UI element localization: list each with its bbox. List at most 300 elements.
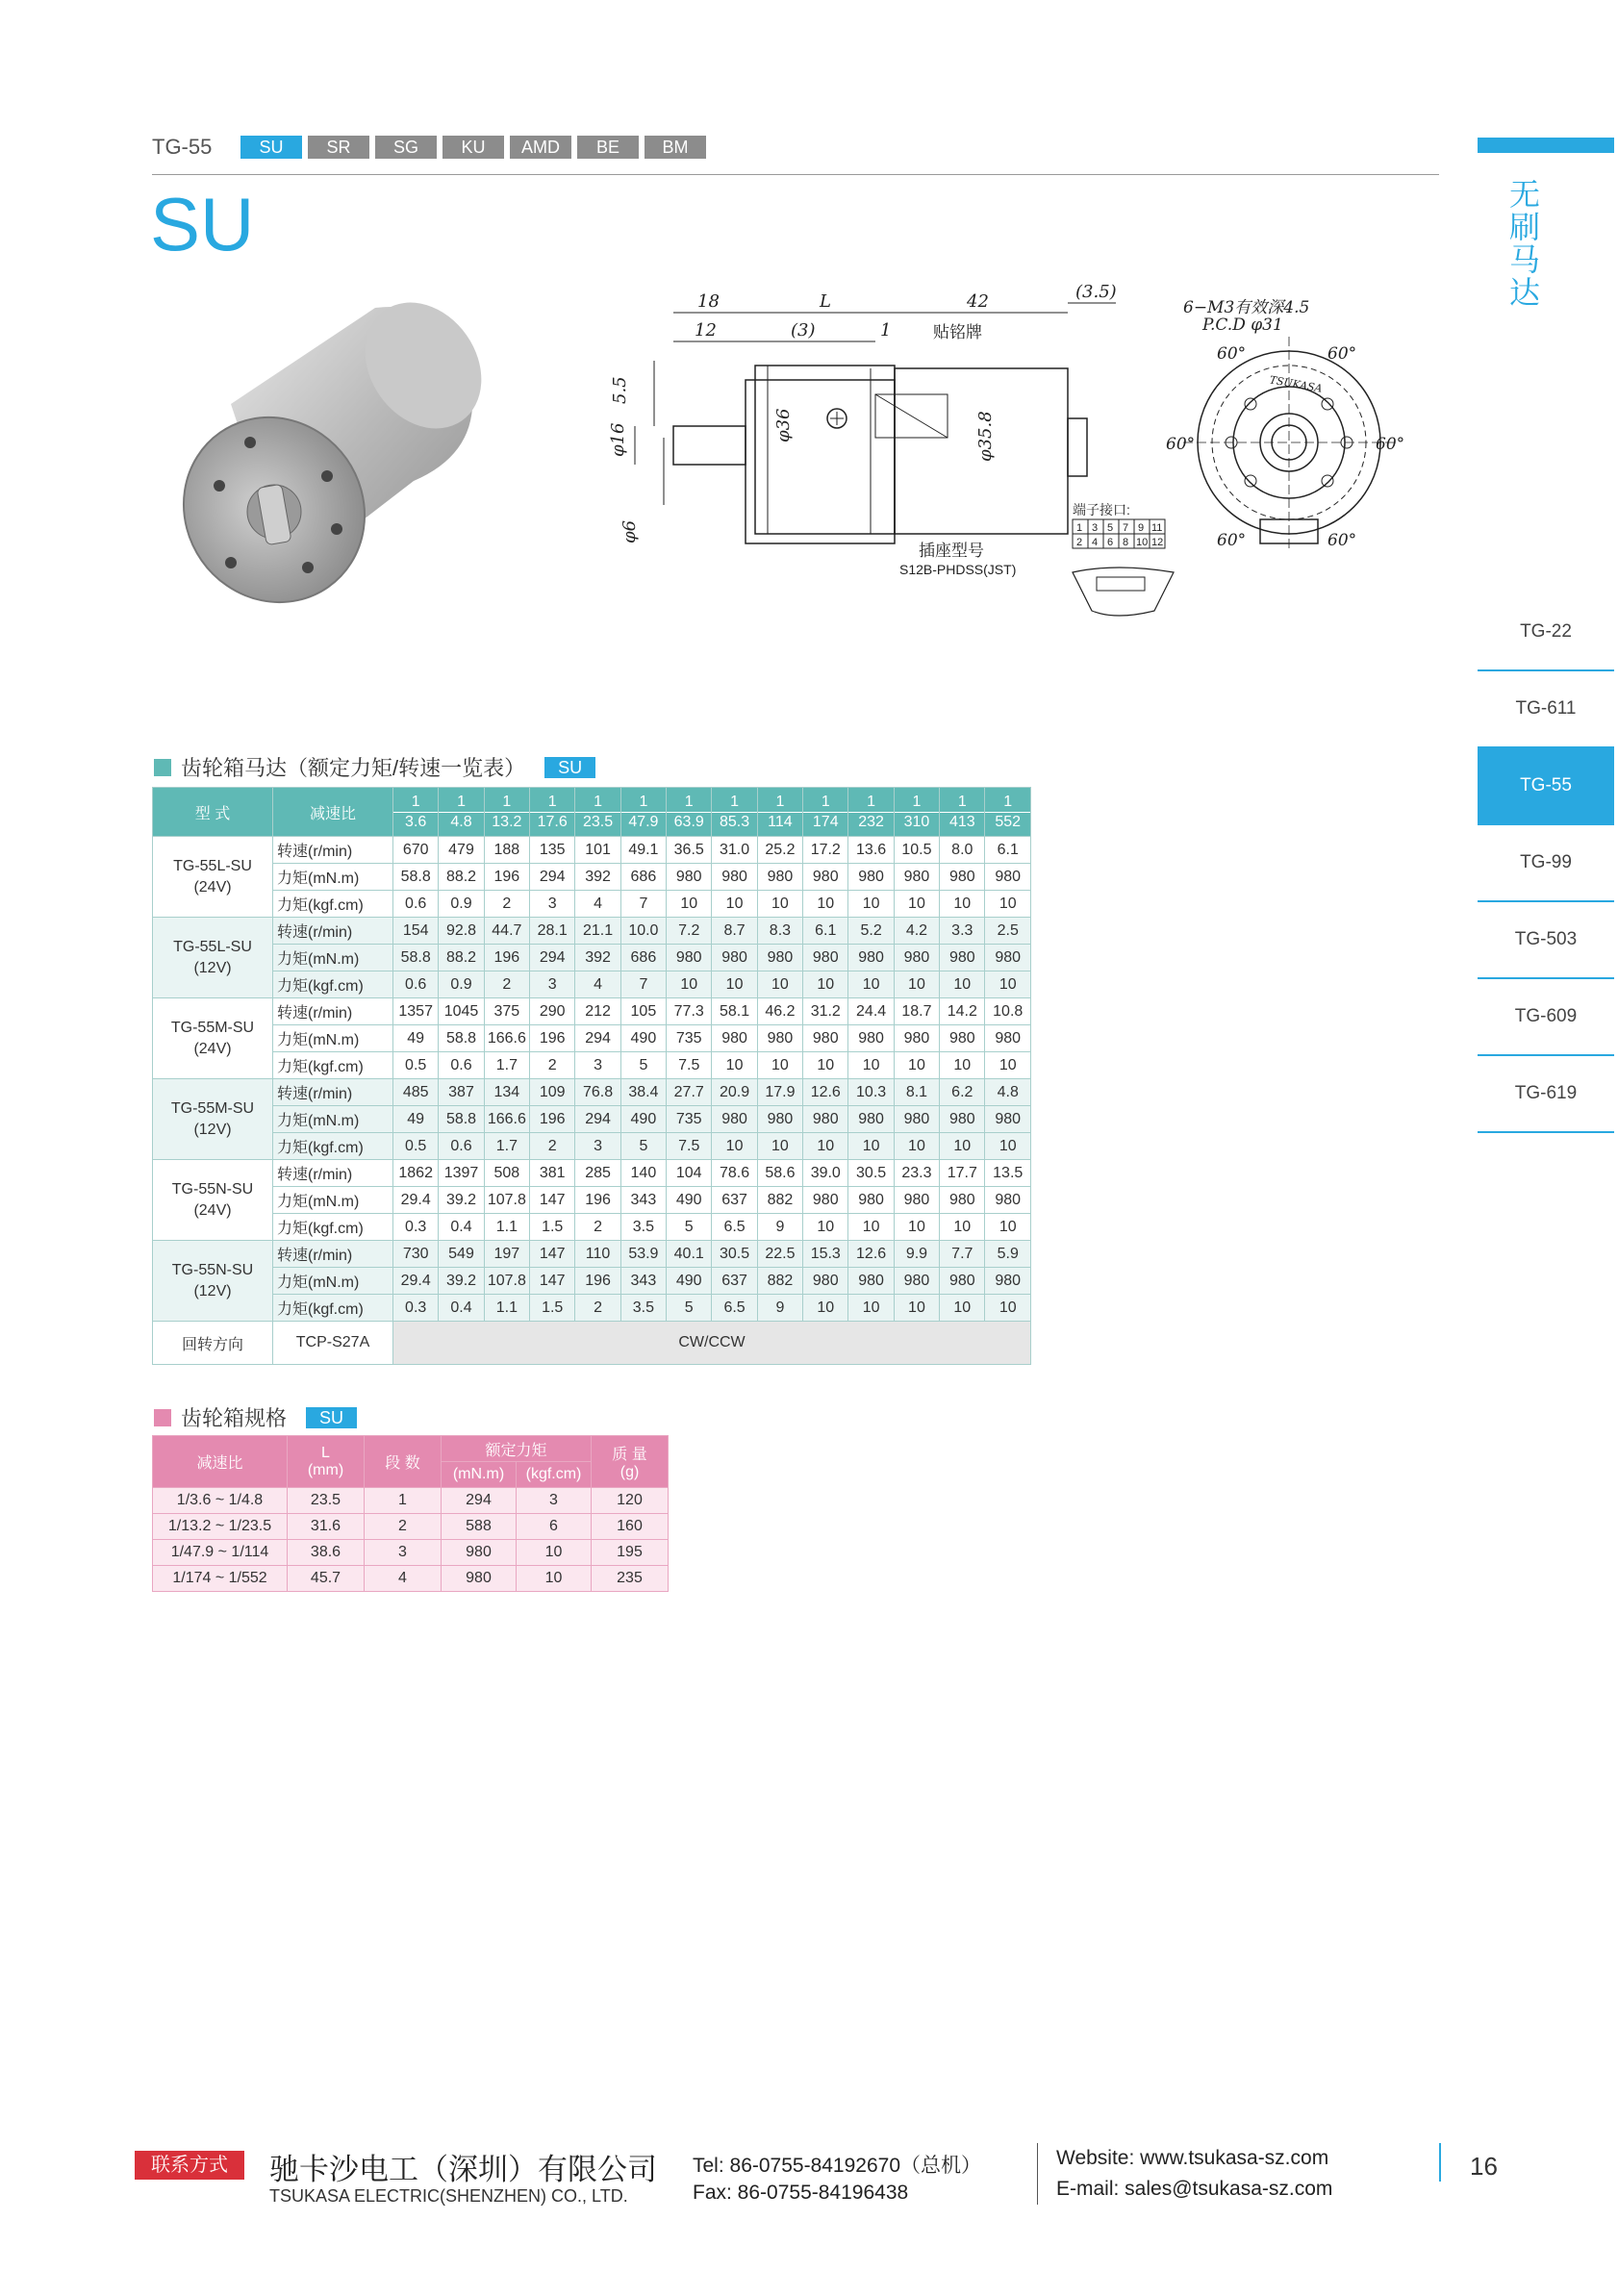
- table-row: [153, 945, 1031, 971]
- table-cell: 980: [940, 1025, 985, 1052]
- row-label: 力矩(mN.m): [273, 1187, 393, 1214]
- nav-item-tg-22[interactable]: TG-22: [1478, 594, 1614, 671]
- row-label: 力矩(mN.m): [273, 1268, 393, 1295]
- dim-3-5: (3.5): [1075, 284, 1117, 302]
- table-cell: 147: [530, 1241, 575, 1268]
- table-cell: 10: [940, 971, 985, 998]
- table-cell: 4.2: [894, 918, 939, 945]
- h-stages: 段 数: [365, 1436, 442, 1488]
- table-cell: 392: [575, 864, 620, 891]
- table-cell: 10: [803, 1214, 848, 1241]
- table-cell: 980: [848, 1268, 894, 1295]
- table-cell: 134: [484, 1079, 529, 1106]
- page-divider: [1439, 2143, 1441, 2182]
- ratio-header: 1 4.8: [439, 788, 484, 837]
- table-cell: 7.7: [940, 1241, 985, 1268]
- table-cell: 196: [575, 1187, 620, 1214]
- email-link[interactable]: E-mail: sales@tsukasa-sz.com: [1056, 2178, 1333, 2200]
- svg-text:8: 8: [1123, 537, 1129, 548]
- table-cell: 980: [803, 945, 848, 971]
- col-model-header: 型 式: [153, 788, 273, 837]
- svg-text:60°: 60°: [1327, 344, 1357, 364]
- table-cell: 375: [484, 998, 529, 1025]
- table-cell: 2.5: [985, 918, 1031, 945]
- table-cell: 735: [667, 1106, 712, 1133]
- table-cell: 7.5: [667, 1133, 712, 1160]
- table-cell: 980: [940, 1268, 985, 1295]
- table-cell: 7: [620, 891, 666, 918]
- table-cell: 980: [848, 945, 894, 971]
- table-cell: 46.2: [757, 998, 802, 1025]
- table-cell: 1397: [439, 1160, 484, 1187]
- model-name: TG-55N-SU (12V): [153, 1241, 273, 1322]
- table-cell: 10: [667, 891, 712, 918]
- table-cell: 9: [757, 1295, 802, 1322]
- gearbox-section-header: [154, 1402, 357, 1432]
- row-label: 转速(r/min): [273, 1241, 393, 1268]
- table-cell: 8.1: [894, 1079, 939, 1106]
- table-cell: 3: [575, 1133, 620, 1160]
- nav-item-tg-619[interactable]: TG-619: [1478, 1056, 1614, 1133]
- svg-text:60°: 60°: [1217, 531, 1247, 550]
- svg-text:11: 11: [1151, 522, 1163, 534]
- tel: Tel: 86-0755-84192670（总机）: [693, 2155, 982, 2177]
- ratio-header: 1 413: [940, 788, 985, 837]
- row-label: 力矩(kgf.cm): [273, 1133, 393, 1160]
- row-label: 力矩(mN.m): [273, 945, 393, 971]
- ratio-header: 1 13.2: [484, 788, 529, 837]
- table-cell: 980: [894, 945, 939, 971]
- nav-item-tg-99[interactable]: TG-99: [1478, 825, 1614, 902]
- table-cell: 28.1: [530, 918, 575, 945]
- row-label: 力矩(mN.m): [273, 1025, 393, 1052]
- tab-amd[interactable]: AMD: [510, 136, 571, 159]
- table-cell: 8.7: [712, 918, 757, 945]
- table-cell: 197: [484, 1241, 529, 1268]
- table-row: [153, 1106, 1031, 1133]
- table-cell: 0.5: [393, 1133, 439, 1160]
- table-cell: 13.6: [848, 837, 894, 864]
- table-cell: 6.1: [985, 837, 1031, 864]
- table-cell: 10: [894, 1295, 939, 1322]
- table-cell: 110: [575, 1241, 620, 1268]
- table-cell: 4: [575, 891, 620, 918]
- table-cell: 1.5: [530, 1295, 575, 1322]
- table-cell: 490: [620, 1106, 666, 1133]
- table-cell: 980: [940, 945, 985, 971]
- table-cell: 387: [439, 1079, 484, 1106]
- table-cell: 980: [803, 1187, 848, 1214]
- table-cell: 14.2: [940, 998, 985, 1025]
- table-cell: 25.2: [757, 837, 802, 864]
- row-label: 力矩(mN.m): [273, 1106, 393, 1133]
- table-cell: 290: [530, 998, 575, 1025]
- table-cell: 392: [575, 945, 620, 971]
- table-cell: 980: [757, 864, 802, 891]
- table-cell: 8.3: [757, 918, 802, 945]
- table-cell: 980: [940, 864, 985, 891]
- table-row: [153, 918, 1031, 945]
- gearbox-section-title: 齿轮箱规格: [181, 1406, 288, 1430]
- table-cell: 10: [985, 1133, 1031, 1160]
- table-cell: 381: [530, 1160, 575, 1187]
- svg-text:9: 9: [1138, 522, 1145, 534]
- table-cell: 2: [530, 1133, 575, 1160]
- table-cell: 735: [667, 1025, 712, 1052]
- table-cell: 2: [575, 1214, 620, 1241]
- table-row: [153, 891, 1031, 918]
- table-cell: 980: [985, 1268, 1031, 1295]
- svg-text:60°: 60°: [1217, 344, 1247, 364]
- table-cell: 5.2: [848, 918, 894, 945]
- table-cell: 980: [985, 1106, 1031, 1133]
- nameplate-label: 贴铭牌: [933, 323, 982, 341]
- dim-18: 18: [697, 291, 720, 312]
- motor-photo: [173, 289, 491, 606]
- table-cell: 980: [712, 1025, 757, 1052]
- table-cell: 13.5: [985, 1160, 1031, 1187]
- rotation-row: [153, 1322, 1031, 1365]
- table-cell: 22.5: [757, 1241, 802, 1268]
- company-name-en: TSUKASA ELECTRIC(SHENZHEN) CO., LTD.: [269, 2186, 628, 2206]
- ratio-header: 1 310: [894, 788, 939, 837]
- table-cell: 196: [575, 1268, 620, 1295]
- table-cell: 670: [393, 837, 439, 864]
- gearmotor-section-header: [154, 752, 595, 782]
- table-cell: 49.1: [620, 837, 666, 864]
- table-cell: 30.5: [712, 1241, 757, 1268]
- table-row: [153, 971, 1031, 998]
- table-cell: 17.2: [803, 837, 848, 864]
- table-cell: 1357: [393, 998, 439, 1025]
- row-label: 力矩(mN.m): [273, 864, 393, 891]
- dim-5-5: 5.5: [610, 376, 630, 404]
- table-cell: 36.5: [667, 837, 712, 864]
- section-square-icon: [154, 1409, 171, 1426]
- table-cell: 343: [620, 1268, 666, 1295]
- table-cell: 53.9: [620, 1241, 666, 1268]
- variant-tabs: [240, 136, 706, 159]
- rotation-value: CW/CCW: [393, 1322, 1031, 1365]
- table-cell: 3: [530, 891, 575, 918]
- table-cell: 5: [620, 1133, 666, 1160]
- table-cell: 5: [620, 1052, 666, 1079]
- nav-item-tg-609[interactable]: TG-609: [1478, 979, 1614, 1056]
- table-cell: 637: [712, 1268, 757, 1295]
- table-cell: 980: [985, 1025, 1031, 1052]
- table-cell: 1.7: [484, 1133, 529, 1160]
- svg-text:4: 4: [1092, 537, 1099, 548]
- nav-item-tg-55[interactable]: TG-55: [1478, 748, 1614, 825]
- table-cell: 10: [985, 1052, 1031, 1079]
- table-cell: 0.4: [439, 1295, 484, 1322]
- table-cell: 10.8: [985, 998, 1031, 1025]
- table-cell: 92.8: [439, 918, 484, 945]
- table-cell: 0.6: [393, 971, 439, 998]
- svg-text:12: 12: [1151, 537, 1164, 548]
- tab-ku[interactable]: KU: [442, 136, 504, 159]
- table-row: [153, 1160, 1031, 1187]
- table-cell: 980: [894, 1106, 939, 1133]
- table-cell: 7: [620, 971, 666, 998]
- table-cell: 5.9: [985, 1241, 1031, 1268]
- table-cell: 294: [575, 1106, 620, 1133]
- tab-sr[interactable]: SR: [308, 136, 369, 159]
- table-cell: 10: [894, 1133, 939, 1160]
- table-cell: 3: [530, 971, 575, 998]
- h-rated-torque: 额定力矩: [442, 1436, 592, 1462]
- dim-phi6: φ6: [619, 519, 640, 543]
- series-label: TG-55: [152, 135, 213, 159]
- table-cell: 980: [757, 1106, 802, 1133]
- table-cell: 104: [667, 1160, 712, 1187]
- dim-1: 1: [880, 320, 892, 341]
- table-cell: 9: [757, 1214, 802, 1241]
- table-cell: 15.3: [803, 1241, 848, 1268]
- table-cell: 17.9: [757, 1079, 802, 1106]
- table-cell: 0.6: [439, 1133, 484, 1160]
- table-cell: 8.0: [940, 837, 985, 864]
- table-cell: 10: [848, 891, 894, 918]
- table-cell: 10: [848, 971, 894, 998]
- table-cell: 980: [985, 864, 1031, 891]
- table-cell: 0.3: [393, 1295, 439, 1322]
- row-label: 力矩(kgf.cm): [273, 1295, 393, 1322]
- table-cell: 980: [894, 864, 939, 891]
- table-cell: 10: [940, 1133, 985, 1160]
- dim-pcd: P.C.D φ31: [1202, 315, 1283, 335]
- gearbox-spec-table: [152, 1435, 669, 1592]
- h-length: L (mm): [288, 1436, 365, 1488]
- table-cell: 24.4: [848, 998, 894, 1025]
- table-row: [153, 1295, 1031, 1322]
- table-cell: 58.8: [439, 1106, 484, 1133]
- row-label: 转速(r/min): [273, 998, 393, 1025]
- header-divider: [152, 174, 1439, 175]
- ratio-header: 1 17.6: [530, 788, 575, 837]
- table-cell: 1862: [393, 1160, 439, 1187]
- table-cell: 637: [712, 1187, 757, 1214]
- table-cell: 10: [757, 971, 802, 998]
- table-cell: 0.9: [439, 891, 484, 918]
- table-cell: 58.8: [393, 945, 439, 971]
- page-title: SU: [150, 182, 255, 266]
- table-cell: 9.9: [894, 1241, 939, 1268]
- tab-sg[interactable]: SG: [375, 136, 437, 159]
- table-cell: 2: [484, 971, 529, 998]
- website-link[interactable]: Website: www.tsukasa-sz.com: [1056, 2147, 1329, 2169]
- row-label: 力矩(kgf.cm): [273, 971, 393, 998]
- dim-42: 42: [967, 291, 989, 312]
- svg-text:1: 1: [1076, 522, 1083, 534]
- table-cell: 485: [393, 1079, 439, 1106]
- connector-model: S12B-PHDSS(JST): [899, 562, 1017, 577]
- table-cell: 294: [530, 864, 575, 891]
- table-cell: 980: [894, 1187, 939, 1214]
- ratio-header: 1 63.9: [667, 788, 712, 837]
- table-cell: 1.7: [484, 1052, 529, 1079]
- table-cell: 980: [803, 1106, 848, 1133]
- rotation-label: 回转方向: [153, 1322, 273, 1365]
- model-name: TG-55M-SU (12V): [153, 1079, 273, 1160]
- table-cell: 39.2: [439, 1268, 484, 1295]
- table-cell: 10.0: [620, 918, 666, 945]
- table-cell: 3: [575, 1052, 620, 1079]
- table-cell: 1045: [439, 998, 484, 1025]
- table-cell: 980: [757, 945, 802, 971]
- table-cell: 140: [620, 1160, 666, 1187]
- table-cell: 0.6: [393, 891, 439, 918]
- table-cell: 980: [848, 1025, 894, 1052]
- table-cell: 10: [940, 1214, 985, 1241]
- svg-text:60°: 60°: [1166, 435, 1196, 454]
- table-row: 1/3.6 ~ 1/4.8 23.5 1 294 3 120: [153, 1488, 669, 1514]
- table-row: [153, 1268, 1031, 1295]
- table-cell: 10: [985, 891, 1031, 918]
- table-cell: 0.3: [393, 1214, 439, 1241]
- table-cell: 479: [439, 837, 484, 864]
- table-cell: 686: [620, 864, 666, 891]
- tab-bm[interactable]: BM: [645, 136, 706, 159]
- section-square-icon: [154, 759, 171, 776]
- table-cell: 1.1: [484, 1295, 529, 1322]
- table-cell: 980: [848, 864, 894, 891]
- table-cell: 17.7: [940, 1160, 985, 1187]
- table-cell: 196: [530, 1106, 575, 1133]
- table-cell: 49: [393, 1106, 439, 1133]
- table-row: [153, 1214, 1031, 1241]
- table-cell: 980: [985, 1187, 1031, 1214]
- table-row: [153, 1052, 1031, 1079]
- table-cell: 730: [393, 1241, 439, 1268]
- table-row: [153, 864, 1031, 891]
- table-cell: 10: [985, 971, 1031, 998]
- table-cell: 107.8: [484, 1268, 529, 1295]
- model-name: TG-55M-SU (24V): [153, 998, 273, 1079]
- table-cell: 980: [667, 864, 712, 891]
- tab-be[interactable]: BE: [577, 136, 639, 159]
- table-cell: 10: [940, 891, 985, 918]
- table-cell: 10: [985, 1295, 1031, 1322]
- table-cell: 166.6: [484, 1106, 529, 1133]
- table-cell: 6.5: [712, 1295, 757, 1322]
- table-cell: 105: [620, 998, 666, 1025]
- brand-text: TSUKASA: [1268, 373, 1324, 395]
- row-label: 力矩(kgf.cm): [273, 1214, 393, 1241]
- svg-text:7: 7: [1123, 522, 1129, 534]
- table-cell: 980: [712, 945, 757, 971]
- dim-l: L: [820, 291, 831, 312]
- table-cell: 30.5: [848, 1160, 894, 1187]
- connector-label: 插座型号: [919, 542, 984, 560]
- table-cell: 10: [894, 1052, 939, 1079]
- side-nav: [1478, 594, 1614, 1133]
- contact-tag: 联系方式: [135, 2151, 244, 2180]
- table-cell: 10: [757, 1052, 802, 1079]
- table-cell: 980: [803, 864, 848, 891]
- table-row: [153, 1241, 1031, 1268]
- table-cell: 58.8: [439, 1025, 484, 1052]
- table-cell: 686: [620, 945, 666, 971]
- svg-text:10: 10: [1136, 537, 1149, 548]
- table-row: [153, 1133, 1031, 1160]
- table-cell: 23.3: [894, 1160, 939, 1187]
- table-cell: 980: [894, 1268, 939, 1295]
- table-cell: 38.4: [620, 1079, 666, 1106]
- table-cell: 0.4: [439, 1214, 484, 1241]
- dim-phi16: φ16: [608, 422, 628, 457]
- table-cell: 6.5: [712, 1214, 757, 1241]
- ratio-header: 1 85.3: [712, 788, 757, 837]
- table-row: [153, 998, 1031, 1025]
- table-cell: 31.0: [712, 837, 757, 864]
- ratio-header: 1 232: [848, 788, 894, 837]
- table-cell: 7.2: [667, 918, 712, 945]
- nav-item-tg-503[interactable]: TG-503: [1478, 902, 1614, 979]
- table-cell: 77.3: [667, 998, 712, 1025]
- h-ratio: 减速比: [153, 1436, 288, 1488]
- fax: Fax: 86-0755-84196438: [693, 2182, 909, 2204]
- table-cell: 10: [894, 891, 939, 918]
- table-cell: 0.6: [439, 1052, 484, 1079]
- table-row: [153, 1025, 1031, 1052]
- table-cell: 44.7: [484, 918, 529, 945]
- tab-su[interactable]: SU: [240, 136, 302, 159]
- table-cell: 10: [803, 971, 848, 998]
- table-cell: 10: [712, 1133, 757, 1160]
- table-cell: 549: [439, 1241, 484, 1268]
- table-cell: 508: [484, 1160, 529, 1187]
- dim-phi35-8: φ35.8: [975, 411, 996, 462]
- table-cell: 10.3: [848, 1079, 894, 1106]
- table-cell: 188: [484, 837, 529, 864]
- table-cell: 0.9: [439, 971, 484, 998]
- model-name: TG-55L-SU (12V): [153, 918, 273, 998]
- table-cell: 88.2: [439, 945, 484, 971]
- table-cell: 980: [757, 1025, 802, 1052]
- table-cell: 10: [712, 891, 757, 918]
- table-cell: 882: [757, 1187, 802, 1214]
- table-cell: 212: [575, 998, 620, 1025]
- table-cell: 58.8: [393, 864, 439, 891]
- table-row: [153, 837, 1031, 864]
- table-cell: 10: [940, 1052, 985, 1079]
- table-cell: 294: [530, 945, 575, 971]
- table-cell: 4: [575, 971, 620, 998]
- table-cell: 40.1: [667, 1241, 712, 1268]
- row-label: 转速(r/min): [273, 1079, 393, 1106]
- dim-3: (3): [791, 320, 816, 341]
- table-cell: 10: [667, 971, 712, 998]
- table-cell: 980: [848, 1106, 894, 1133]
- table-cell: 10: [940, 1295, 985, 1322]
- table-cell: 20.9: [712, 1079, 757, 1106]
- table-cell: 10: [803, 1052, 848, 1079]
- table-row: [153, 1187, 1031, 1214]
- table-cell: 980: [985, 945, 1031, 971]
- table-cell: 980: [712, 1106, 757, 1133]
- nav-item-tg-611[interactable]: TG-611: [1478, 671, 1614, 748]
- table-cell: 980: [940, 1187, 985, 1214]
- table-cell: 166.6: [484, 1025, 529, 1052]
- gearmotor-section-title: 齿轮箱马达（额定力矩/转速一览表）: [181, 756, 526, 780]
- table-cell: 109: [530, 1079, 575, 1106]
- table-cell: 10: [894, 971, 939, 998]
- ratio-header: 1 3.6: [393, 788, 439, 837]
- table-cell: 147: [530, 1268, 575, 1295]
- table-cell: 1.1: [484, 1214, 529, 1241]
- nav-accent-bar: [1478, 138, 1614, 153]
